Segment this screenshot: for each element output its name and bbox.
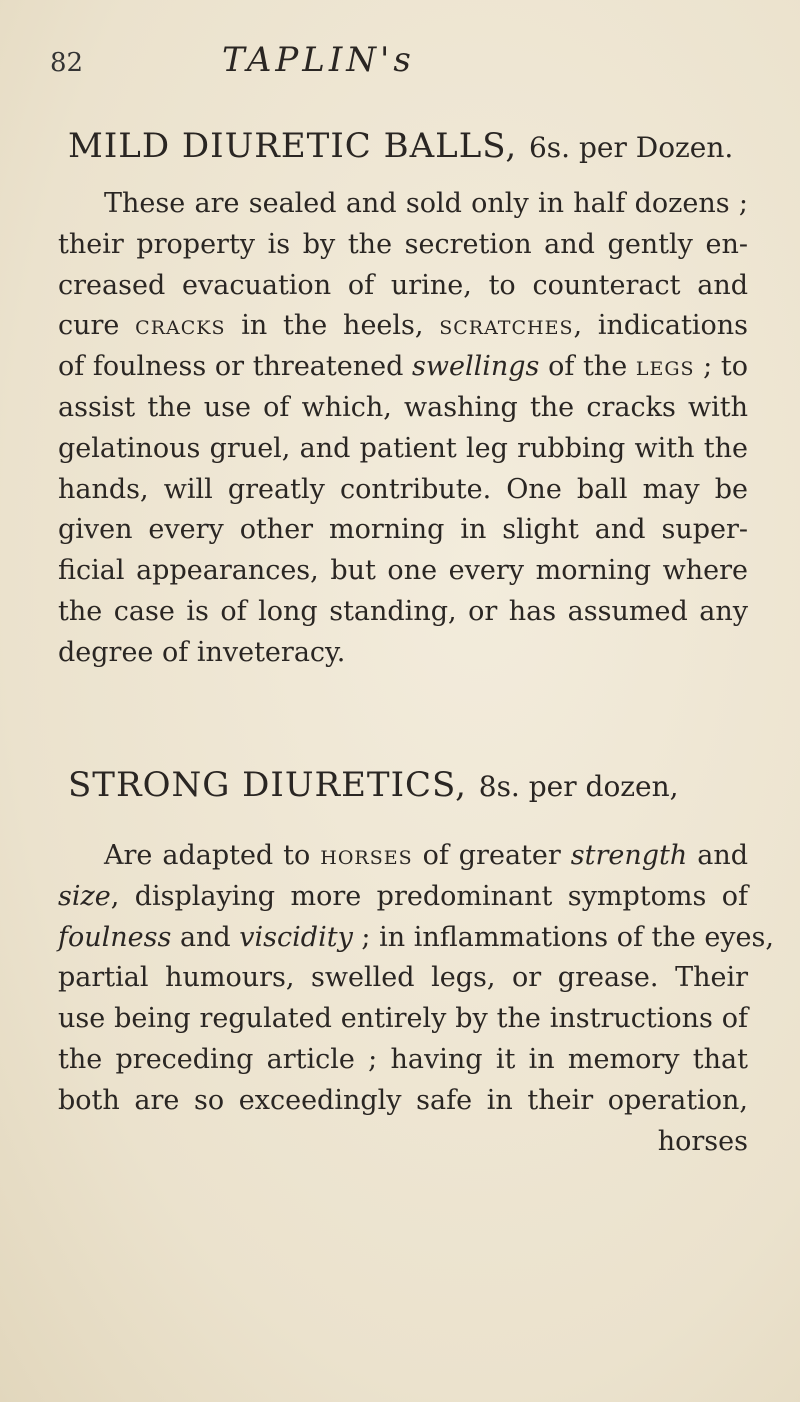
text-run: the case is of long standing, or has assumed any xyxy=(58,595,748,627)
text-line xyxy=(58,266,748,307)
italic-term: viscidity xyxy=(239,921,353,953)
paragraph-strong-diuretics xyxy=(58,836,774,1162)
text-run: of greater xyxy=(412,840,571,871)
text-run: gelatinous gruel, and patient leg rubbing with the xyxy=(58,432,748,464)
text-run: their property is by the secretion and gently en- xyxy=(58,228,748,260)
text-line xyxy=(58,551,748,592)
italic-term: strength xyxy=(570,840,688,871)
text-line xyxy=(58,999,748,1040)
text-run: , displaying more predominant symptoms of xyxy=(110,880,748,912)
text-run: of the xyxy=(539,351,636,383)
text-run: the preceding article ; having it in memory that xyxy=(58,1043,748,1075)
running-title: TAPLIN's xyxy=(222,40,415,80)
heading-title: MILD DIURETIC BALLS, xyxy=(68,126,518,166)
text-run: ; to xyxy=(694,351,749,383)
text-line xyxy=(58,347,748,388)
section-heading-strong-diuretics xyxy=(68,765,758,805)
text-run: ; in inflammations of the eyes, xyxy=(352,921,774,953)
text-line xyxy=(58,429,748,470)
text-line xyxy=(58,1081,748,1122)
text-line xyxy=(58,1040,748,1081)
page-number: 82 xyxy=(50,48,84,78)
small-caps-term: scratches xyxy=(439,310,574,342)
text-run: These are sealed and sold only in half dozens ; xyxy=(104,188,748,219)
text-run: in the heels, xyxy=(225,310,440,342)
text-run: assist the use of which, washing the cracks with xyxy=(58,391,748,423)
text-run: hands, will greatly contribute. One ball may be xyxy=(58,473,748,505)
text-line xyxy=(58,836,748,877)
section-heading-mild-diuretic-balls xyxy=(68,126,758,166)
paragraph-mild-diuretic-balls xyxy=(58,184,748,674)
text-line xyxy=(58,592,748,633)
text-line xyxy=(58,918,774,959)
text-run: given every other morning in slight and super- xyxy=(58,514,748,546)
text-run: cure xyxy=(58,310,136,342)
text-run: partial humours, swelled legs, or grease. Their xyxy=(58,962,748,994)
text-line xyxy=(58,958,748,999)
italic-term: foulness xyxy=(58,921,172,953)
text-line xyxy=(58,877,748,918)
heading-price: 8s. per dozen, xyxy=(478,770,679,803)
text-line xyxy=(58,184,748,225)
text-line xyxy=(58,388,748,429)
small-caps-term: horses xyxy=(320,840,413,871)
text-run: and xyxy=(171,921,240,953)
text-run: , indications xyxy=(573,310,748,342)
text-run: degree of inveteracy. xyxy=(58,636,346,668)
text-line xyxy=(58,306,748,347)
text-run: use being regulated entirely by the instructions of xyxy=(58,1003,748,1035)
italic-term: swellings xyxy=(412,351,540,383)
text-run: creased evacuation of urine, to counteract and xyxy=(58,269,748,301)
small-caps-term: cracks xyxy=(135,310,226,342)
text-run: and xyxy=(687,840,748,871)
small-caps-term: legs xyxy=(635,351,695,383)
text-line xyxy=(58,633,748,674)
heading-title: STRONG DIURETICS, xyxy=(68,765,467,805)
text-run: horses xyxy=(657,1125,748,1157)
text-line xyxy=(58,510,748,551)
text-run: of foulness or threatened xyxy=(58,351,413,383)
text-run: ficial appearances, but one every morning where xyxy=(58,555,748,587)
text-line xyxy=(58,225,748,266)
running-head xyxy=(0,38,800,88)
text-line xyxy=(58,470,748,511)
text-line xyxy=(58,1122,748,1163)
text-run: Are adapted to xyxy=(104,840,321,871)
heading-price: 6s. per Dozen. xyxy=(528,131,734,164)
text-run: both are so exceedingly safe in their operation, xyxy=(58,1084,748,1116)
italic-term: size xyxy=(58,880,111,912)
